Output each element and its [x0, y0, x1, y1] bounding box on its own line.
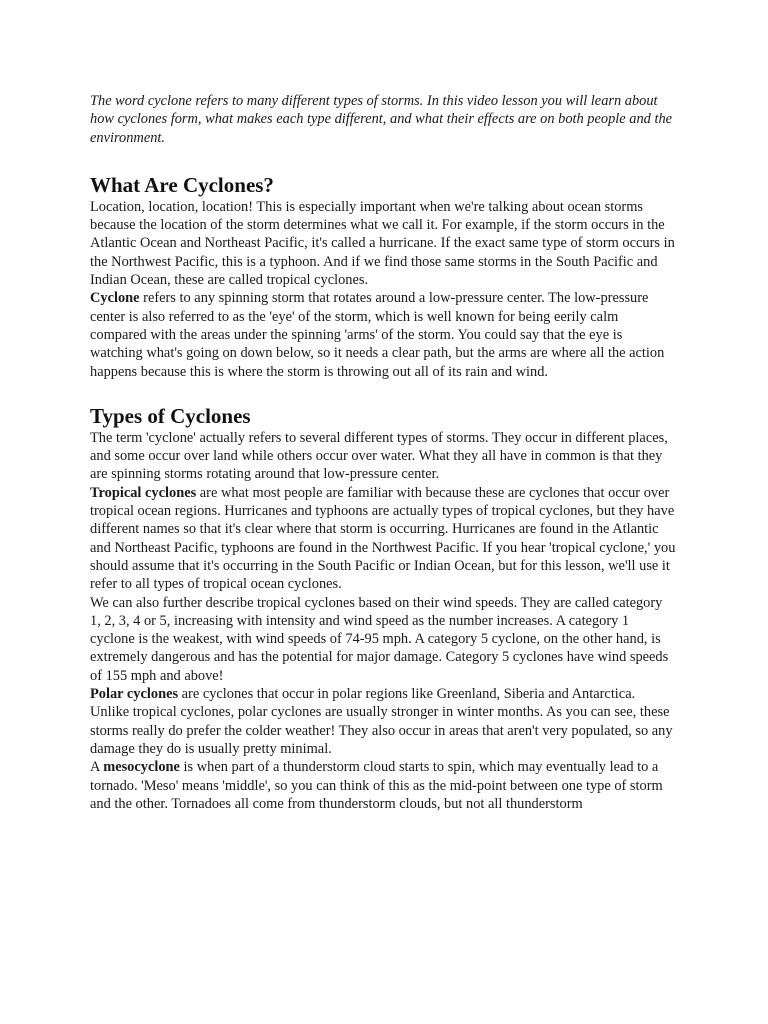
paragraph-text: Location, location, location! This is especially important when we're talking about ocean storms because the location of the storm determines what we call it. For example, if the storm occurs in the Atlantic Ocean and Northeast Pacific, it's called a hurricane. If the exact same type of storm occurs in the Northwest Pacific, this is a typhoon. And if we find those same storms in the South Pacific and Indian Ocean, these are called tropical cyclones. — [90, 198, 675, 289]
paragraph-text: are what most people are familiar with because these are cyclones that occur over tropical ocean regions. Hurricanes and typhoons are actually types of tropical cyclones, but they have different names so that it's clear where that storm is occurring. Hurricanes are found in the Atlantic and Northeast Pacific, typhoons are found in the Northwest Pacific. If you hear 'tropical cyclone,' you should assume that it's occurring in the South Pacific or Indian Ocean, but for this lesson, we'll use it refer to all types of tropical ocean cyclones. — [90, 484, 676, 593]
intro-paragraph: The word cyclone refers to many different types of storms. In this video lesson you will learn about how cyclones form, what makes each type different, and what their effects are on both people and the environment. — [90, 93, 673, 146]
paragraph-cyclone-definition — [90, 289, 676, 380]
paragraph-tropical-cyclones — [90, 484, 676, 594]
paragraph-text: is when part of a thunderstorm cloud starts to spin, which may eventually lead to a tornado. 'Meso' means 'middle', so you can think of this as the mid-point between one type of storm and the other. Tornadoes all come from thunderstorm clouds, but not all thunderstorm — [90, 759, 663, 812]
section-heading-types-of-cyclones: Types of Cyclones — [90, 403, 251, 428]
paragraph-location — [90, 198, 676, 289]
paragraph-text: are cyclones that occur in polar regions like Greenland, Siberia and Antarctica. Unlike tropical cyclones, polar cyclones are usually stronger in winter months. As you can see, these storms really do prefer the colder weather! They also occur in areas that aren't very populated, so any damage they do is usually pretty minimal. — [90, 686, 673, 757]
paragraph-text: The term 'cyclone' actually refers to several different types of storms. They occur in different places, and some occur over land while others occur over water. What they all have in common is that they are spinning storms rotating around that low-pressure center. — [90, 429, 668, 483]
term-tropical-cyclones: Tropical cyclones — [90, 484, 197, 501]
paragraph-polar-cyclones — [90, 685, 676, 758]
paragraph-term-cyclone — [90, 429, 676, 484]
paragraph-prefix: A — [90, 759, 104, 776]
term-mesocyclone: mesocyclone — [103, 759, 180, 776]
paragraph-wind-speed-categories — [90, 594, 676, 685]
term-cyclone: Cyclone — [90, 290, 140, 307]
paragraph-text: We can also further describe tropical cyclones based on their wind speeds. They are called category 1, 2, 3, 4 or 5, increasing with intensity and wind speed as the number increases. A category 1 cyclone is the weakest, with wind speeds of 74-95 mph. A category 5 cyclone, on the other hand, is extremely dangerous and has the potential for major damage. Category 5 cyclones have wind speeds of 155 mph and above! — [90, 594, 669, 684]
document-content — [90, 92, 676, 813]
section-heading-what-are-cyclones: What Are Cyclones? — [90, 172, 274, 197]
paragraph-text: refers to any spinning storm that rotates around a low-pressure center. The low-pressure center is also referred to as the 'eye' of the storm, which is well known for being eerily calm compared with the areas under the spinning 'arms' of the storm. You could say that the eye is watching what's going on down below, so it needs a clear path, but the arms are where all the action happens because this is where the storm is throwing out all of its rain and wind. — [90, 290, 665, 380]
term-polar-cyclones: Polar cyclones — [90, 686, 179, 703]
paragraph-mesocyclone — [90, 758, 676, 813]
